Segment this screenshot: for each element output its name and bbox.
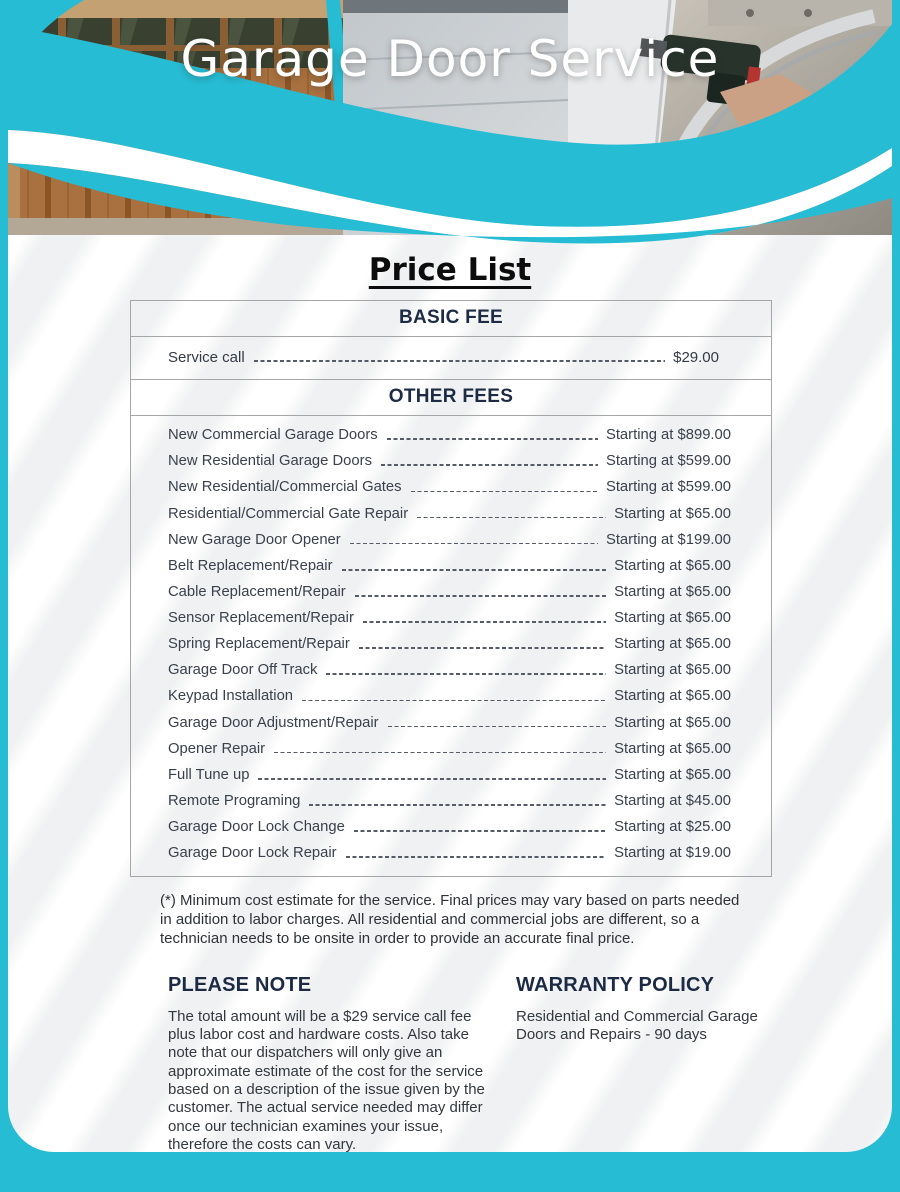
fee-label: Remote Programing [168,792,301,809]
fee-label: Opener Repair [168,740,266,757]
please-note-section [168,974,486,1152]
please-note-heading: PLEASE NOTE [168,973,312,996]
fee-row [131,710,771,736]
fee-price: Starting at $25.00 [614,819,731,836]
fee-row [131,684,771,710]
dotted-leader [346,856,607,858]
fee-price: Starting at $65.00 [614,662,731,679]
dotted-leader [254,360,665,362]
fee-row [131,423,771,449]
other-fees-rows [131,416,771,876]
flyer-page [8,0,892,1152]
fee-row [131,815,771,841]
fee-row [131,737,771,763]
dotted-leader [258,778,606,780]
fee-row [131,841,771,867]
basic-fee-rows [131,337,771,380]
price-list-heading: Price List [368,252,532,288]
fee-price: Starting at $65.00 [614,766,731,783]
fee-row [131,501,771,527]
warranty-policy-body: Residential and Commercial Garage Doors and Repairs - 90 days [516,1007,758,1044]
fee-row [131,789,771,815]
fee-price: Starting at $199.00 [605,531,731,548]
fee-price: $29.00 [673,349,719,366]
fee-row [131,554,771,580]
fee-row [131,528,771,554]
dotted-leader [274,752,606,754]
fee-price: Starting at $65.00 [614,610,731,627]
dotted-leader [359,647,606,649]
fee-row [131,337,771,379]
dotted-leader [355,595,607,597]
dotted-leader [381,464,598,466]
warranty-policy-section [516,974,784,1152]
dotted-leader [363,621,606,623]
fee-label: Garage Door Off Track [168,662,318,679]
bottom-columns [168,974,892,1152]
fee-row [131,580,771,606]
fee-label: New Residential/Commercial Gates [168,479,402,496]
dotted-leader [411,491,598,493]
dotted-leader [350,543,598,545]
fee-label: New Garage Door Opener [168,531,341,548]
dotted-leader [326,673,606,675]
fee-price: Starting at $65.00 [614,688,731,705]
fee-price: Starting at $65.00 [614,740,731,757]
fee-row [131,632,771,658]
basic-fee-header: BASIC FEE [131,301,771,337]
warranty-policy-heading: WARRANTY POLICY [516,973,715,996]
page-title: Garage Door Service [180,30,720,88]
minimum-cost-footnote: (*) Minimum cost estimate for the service. Final prices may vary based on parts needed in addition to labor charges. All residential and commercial jobs are different, so a technician needs to be onsite in order to provide an accurate final price. [160,892,740,947]
fee-label: New Commercial Garage Doors [168,427,378,444]
fee-label: Garage Door Lock Repair [168,845,337,862]
dotted-leader [342,569,607,571]
fee-price: Starting at $599.00 [605,453,731,470]
fee-price: Starting at $65.00 [614,557,731,574]
dotted-leader [354,830,606,832]
dotted-leader [302,700,606,702]
dotted-leader [417,517,606,519]
fee-price: Starting at $599.00 [605,479,731,496]
fee-label: Spring Replacement/Repair [168,636,350,653]
fee-label: Sensor Replacement/Repair [168,610,354,627]
fee-row [131,449,771,475]
fee-label: Residential/Commercial Gate Repair [168,505,409,522]
fee-label: Service call [168,349,245,366]
dotted-leader [388,726,607,728]
fee-label: Garage Door Adjustment/Repair [168,714,379,731]
hero-header [8,0,892,270]
fee-row [131,658,771,684]
fee-price: Starting at $65.00 [614,714,731,731]
fee-price: Starting at $65.00 [614,505,731,522]
dotted-leader [309,804,606,806]
fee-label: Cable Replacement/Repair [168,583,346,600]
fee-price: Starting at $65.00 [614,583,731,600]
fee-label: Full Tune up [168,766,250,783]
fee-row [131,475,771,501]
other-fees-header: OTHER FEES [131,380,771,416]
fee-price: Starting at $65.00 [614,636,731,653]
fee-row [131,606,771,632]
please-note-body: The total amount will be a $29 service call fee plus labor cost and hardware costs. Also take note that our dispatchers will only give an approximate estimate of the cost for the service based on a description of the issue given by the customer. The actual service needed may differ once our technician examines your issue, therefore the costs can vary. [168,1007,485,1152]
fee-table [130,300,772,877]
fee-label: New Residential Garage Doors [168,453,372,470]
fee-price: Starting at $19.00 [614,845,731,862]
fee-price: Starting at $45.00 [614,792,731,809]
fee-label: Keypad Installation [168,688,294,705]
fee-row [131,763,771,789]
fee-price: Starting at $899.00 [605,427,731,444]
fee-label: Belt Replacement/Repair [168,557,333,574]
dotted-leader [387,438,598,440]
fee-label: Garage Door Lock Change [168,819,345,836]
